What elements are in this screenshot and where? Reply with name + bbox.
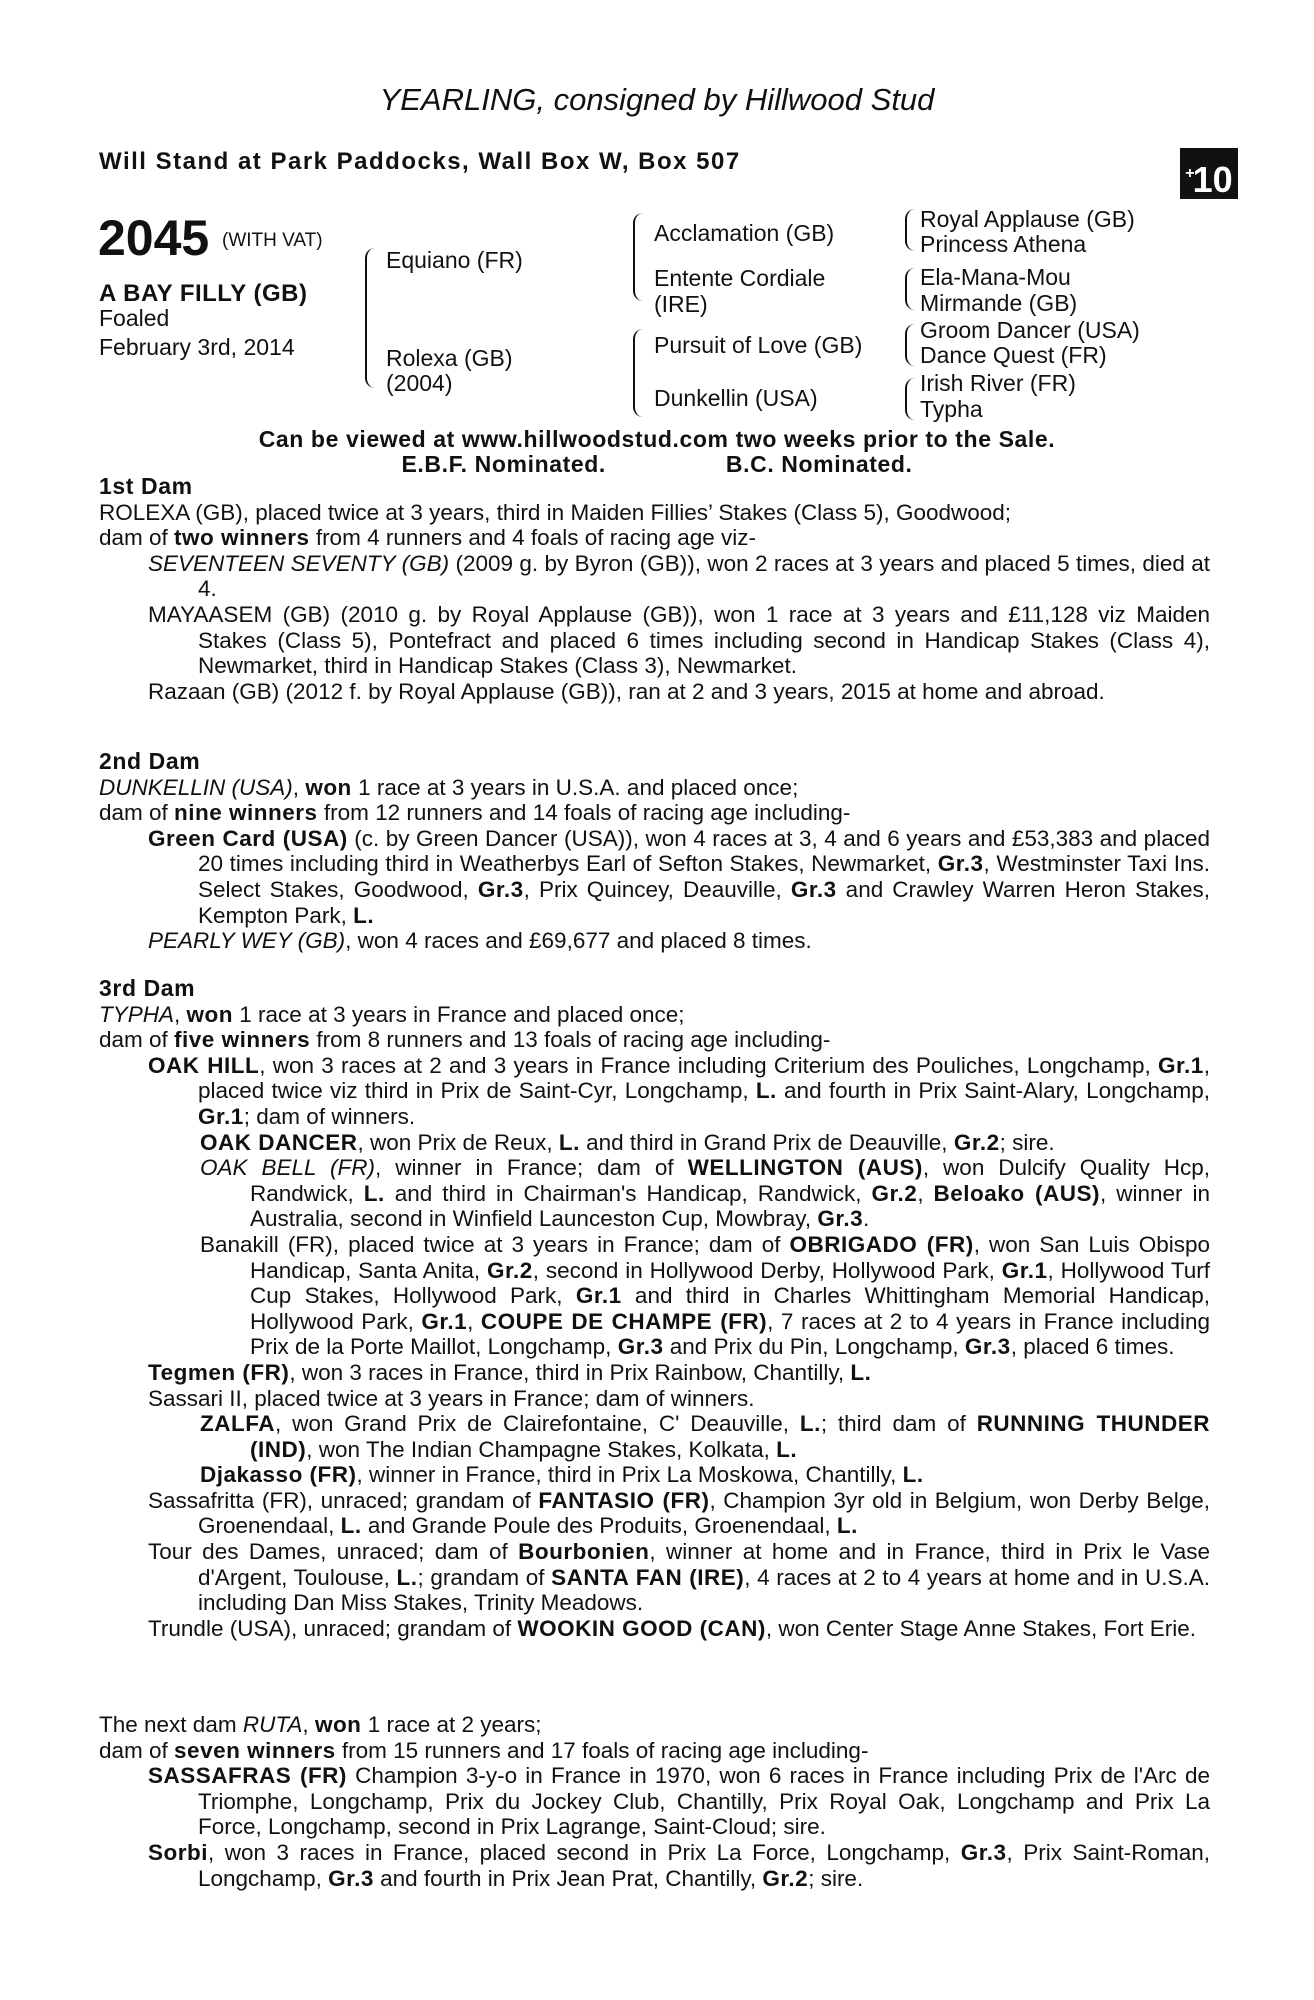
pedigree-sire-sire: Acclamation (GB) — [654, 220, 835, 246]
produce-entry: Sassari II, placed twice at 3 years in France; dam of winners. — [148, 1385, 755, 1411]
pedigree-sire-dam-line2: (IRE) — [654, 291, 708, 317]
pedigree-dam-dam: Dunkellin (USA) — [654, 385, 818, 411]
pedigree-brace-main — [365, 248, 375, 388]
produce-entry: Razaan (GB) (2012 f. by Royal Applause (GB)), ran at 2 and 3 years, 2015 at home and abroad. — [148, 678, 1105, 704]
pedigree-dam-year: (2004) — [386, 370, 453, 396]
lot-description: A BAY FILLY (GB) — [99, 280, 308, 307]
pedigree-g5: Groom Dancer (USA) — [920, 317, 1140, 343]
produce-summary: dam of nine winners from 12 runners and 14 foals of racing age including- — [99, 800, 851, 826]
badge-number: 10 — [1192, 159, 1233, 200]
foaled-label: Foaled — [99, 305, 170, 331]
next-dam-section — [99, 1712, 1210, 1891]
produce-summary: dam of seven winners from 15 runners and 17 foals of racing age including- — [99, 1737, 869, 1763]
viewing-notice: Can be viewed at www.hillwoodstud.com two weeks prior to the Sale. — [258, 426, 1056, 452]
pedigree-g3: Ela-Mana-Mou — [920, 264, 1071, 290]
dam-record: TYPHA, won 1 race at 3 years in France and placed once; — [99, 1001, 685, 1027]
produce-summary: dam of five winners from 8 runners and 13 foals of racing age including- — [99, 1027, 831, 1053]
vat-badge — [1180, 148, 1238, 199]
foaled-date: February 3rd, 2014 — [99, 334, 295, 360]
pedigree-brace-g3 — [905, 324, 915, 366]
pedigree-dam: Rolexa (GB) — [386, 345, 513, 371]
produce-entry: MAYAASEM (GB) (2010 g. by Royal Applause (GB)), won 1 race at 3 years and £11,128 viz Maiden Stakes (Class 5), Pontefract and placed 6 times including second in Handicap Stakes (Class 4), Newmarket, third in Handicap Stakes (Class 3), Newmarket. — [148, 601, 1210, 679]
pedigree-sire-dam: Entente Cordiale — [654, 265, 826, 291]
section-heading: 3rd Dam — [99, 975, 196, 1001]
produce-entry: SASSAFRAS (FR) Champion 3-y-o in France in 1970, won 6 races in France including Prix de l'Arc de Triomphe, Longchamp, Prix du Jockey Club, Chantilly, Prix Royal Oak, Longchamp and Prix La Force, Longchamp, second in Prix Lagrange, Saint-Cloud; sire. — [148, 1763, 1210, 1840]
produce-entry: Tegmen (FR), won 3 races in France, third in Prix Rainbow, Chantilly, L. — [148, 1359, 872, 1385]
section-heading: 2nd Dam — [99, 748, 201, 774]
produce-entry: Sorbi, won 3 races in France, placed second in Prix La Force, Longchamp, Gr.3, Prix Saint-Roman, Longchamp, Gr.3 and fourth in Prix Jean Prat, Chantilly, Gr.2; sire. — [148, 1839, 1210, 1891]
produce-entry: Banakill (FR), placed twice at 3 years in France; dam of OBRIGADO (FR), won San Luis Obispo Handicap, Santa Anita, Gr.2, second in Hollywood Derby, Hollywood Park, Gr.1, Hollywood Turf Cup Stakes, Hollywood Park, Gr.1 and third in Charles Whittingham Memorial Handicap, Hollywood Park, Gr.1, COUPE DE CHAMPE (FR), 7 races at 2 to 4 years in France including Prix de la Porte Maillot, Longchamp, Gr.3 and Prix du Pin, Longchamp, Gr.3, placed 6 times. — [200, 1231, 1210, 1360]
dam-record: The next dam RUTA, won 1 race at 2 years; — [99, 1712, 542, 1737]
produce-entry: Green Card (USA) (c. by Green Dancer (USA)), won 4 races at 3, 4 and 6 years and £53,383 and placed 20 times including third in Weatherbys Earl of Sefton Stakes, Newmarket, Gr.3, Westminster Taxi Ins. Select Stakes, Goodwood, Gr.3, Prix Quincey, Deauville, Gr.3 and Crawley Warren Heron Stakes, Kempton Park, L. — [148, 825, 1211, 928]
consignment-line: YEARLING, consigned by Hillwood Stud — [379, 82, 935, 117]
lot-number: 2045 — [98, 210, 210, 266]
ebf-nominated: E.B.F. Nominated. — [401, 451, 606, 477]
produce-entry: Sassafritta (FR), unraced; grandam of FANTASIO (FR), Champion 3yr old in Belgium, won Derby Belge, Groenendaal, L. and Grande Poule des Produits, Groenendaal, L. — [148, 1487, 1211, 1539]
produce-entry: OAK DANCER, won Prix de Reux, L. and third in Grand Prix de Deauville, Gr.2; sire. — [200, 1129, 1055, 1155]
pedigree-sire: Equiano (FR) — [386, 247, 523, 273]
second-dam-section — [99, 749, 1210, 954]
produce-entry: OAK HILL, won 3 races at 2 and 3 years in France including Criterium des Pouliches, Longchamp, Gr.1, placed twice viz third in Prix de Saint-Cyr, Longchamp, L. and fourth in Prix Saint-Alary, Longchamp, Gr.1; dam of winners. — [148, 1052, 1210, 1129]
first-dam-section — [99, 474, 1210, 704]
pedigree-brace-g1 — [905, 209, 915, 251]
produce-summary: dam of two winners from 4 runners and 4 foals of racing age viz- — [99, 525, 757, 551]
produce-entry: Djakasso (FR), winner in France, third in Prix La Moskowa, Chantilly, L. — [200, 1462, 924, 1488]
produce-entry: SEVENTEEN SEVENTY (GB) (2009 g. by Byron (GB)), won 2 races at 3 years and placed 5 times, died at 4. — [148, 550, 1211, 602]
pedigree-g2: Princess Athena — [920, 231, 1087, 257]
badge-plus-sign: + — [1185, 165, 1195, 182]
pedigree-brace-sire — [633, 213, 643, 301]
pedigree-g8: Typha — [920, 396, 983, 422]
bc-nominated: B.C. Nominated. — [725, 451, 913, 477]
pedigree-g6: Dance Quest (FR) — [920, 342, 1107, 368]
produce-entry: OAK BELL (FR), winner in France; dam of WELLINGTON (AUS), won Dulcify Quality Hcp, Randwick, L. and third in Chairman's Handicap, Randwick, Gr.2, Beloako (AUS), winner in Australia, second in Winfield Launceston Cup, Mowbray, Gr.3. — [200, 1155, 1210, 1232]
vat-note: (WITH VAT) — [222, 230, 323, 251]
pedigree-brace-g2 — [905, 268, 915, 310]
third-dam-section — [99, 976, 1210, 1641]
stabling-location: Will Stand at Park Paddocks, Wall Box W, Box 507 — [99, 148, 741, 175]
dam-record: ROLEXA (GB), placed twice at 3 years, third in Maiden Fillies’ Stakes (Class 5), Goodwood; — [99, 499, 1012, 525]
pedigree-g7: Irish River (FR) — [920, 370, 1076, 396]
pedigree-brace-g4 — [905, 378, 915, 420]
produce-entry: Trundle (USA), unraced; grandam of WOOKIN GOOD (CAN), won Center Stage Anne Stakes, Fort Erie. — [148, 1615, 1197, 1641]
pedigree-dam-sire: Pursuit of Love (GB) — [654, 332, 863, 358]
produce-entry: ZALFA, won Grand Prix de Clairefontaine, C' Deauville, L.; third dam of RUNNING THUNDER (IND), won The Indian Champagne Stakes, Kolkata, L. — [200, 1411, 1210, 1462]
produce-entry: PEARLY WEY (GB), won 4 races and £69,677 and placed 8 times. — [148, 928, 812, 954]
pedigree-g1: Royal Applause (GB) — [920, 206, 1135, 232]
pedigree-brace-dam — [633, 329, 643, 417]
produce-entry: Tour des Dames, unraced; dam of Bourbonien, winner at home and in France, third in Prix le Vase d'Argent, Toulouse, L.; grandam of SANTA FAN (IRE), 4 races at 2 to 4 years at home and in U.S.A. including Dan Miss Stakes, Trinity Meadows. — [148, 1539, 1210, 1616]
dam-record: DUNKELLIN (USA), won 1 race at 3 years in U.S.A. and placed once; — [99, 774, 799, 800]
section-heading: 1st Dam — [99, 473, 193, 499]
pedigree-g4: Mirmande (GB) — [920, 290, 1078, 316]
